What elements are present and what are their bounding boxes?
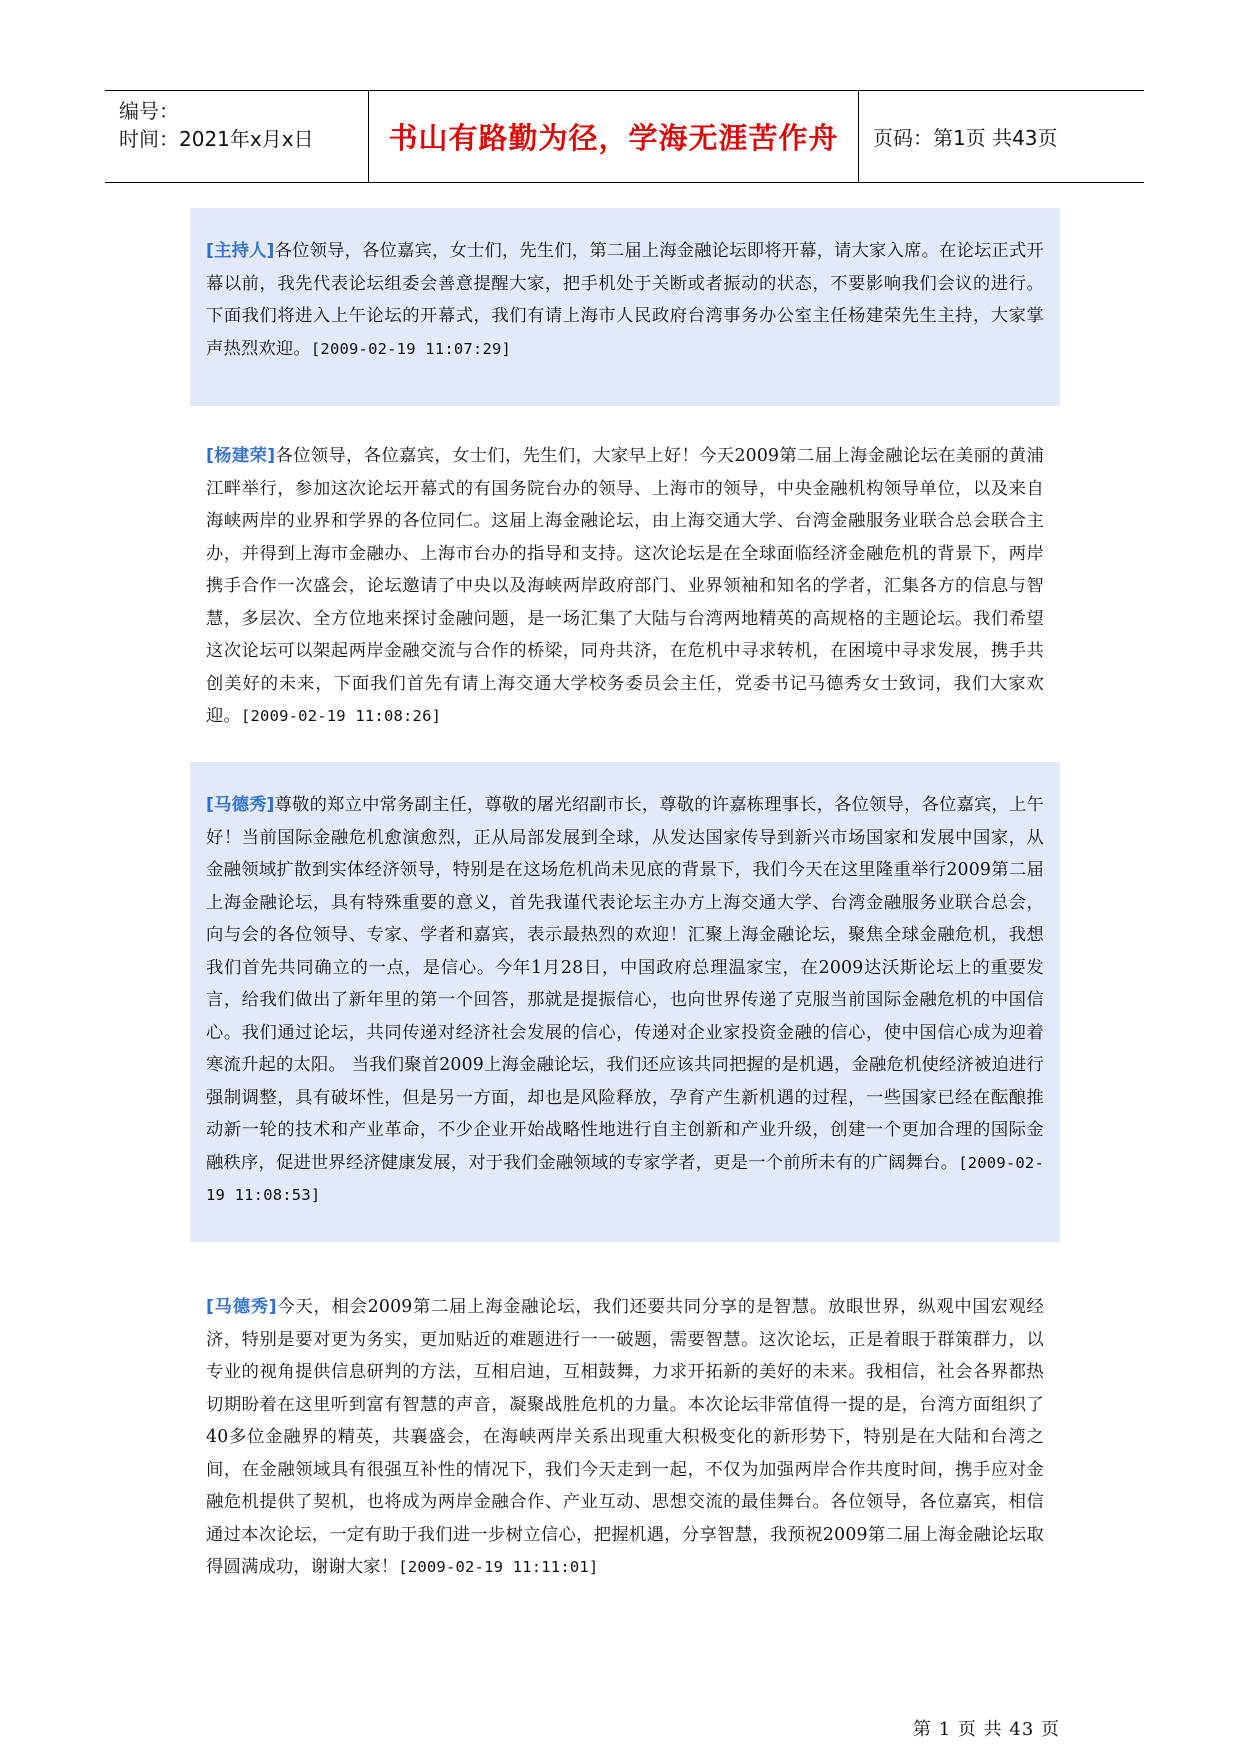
entry-paragraph [206, 789, 1044, 1212]
header-motto: 书山有路勤为径，学海无涯苦作舟 [369, 91, 859, 182]
header-page-label: 页码：第1页 共43页 [873, 126, 1058, 150]
entry-timestamp: [2009-02-19 11:07:29] [310, 339, 512, 358]
entry-text: 各位领导，各位嘉宾，女士们，先生们，大家早上好！今天2009第二届上海金融论坛在美丽的黄浦江畔举行，参加这次论坛开幕式的有国务院台办的领导、上海市的领导，中央金融机构领导单位，以及来自海峡两岸的业界和学界的各位同仁。这届上海金融论坛，由上海交通大学、台湾金融服务业联合总会联合主办，并得到上海市金融办、上海市台办的指导和支持。这次论坛是在全球面临经济金融危机的背景下，两岸携手合作一次盛会，论坛邀请了中央以及海峡两岸政府部门、业界领袖和知名的学者，汇集各方的信息与智慧，多层次、全方位地来探讨金融问题，是一场汇集了大陆与台湾两地精英的高规格的主题论坛。我们希望这次论坛可以架起两岸金融交流与合作的桥梁，同舟共济，在危机中寻求转机，在困境中寻求发展，携手共创美好的未来，下面我们首先有请上海交通大学校务委员会主任，党委书记马德秀女士致词，我们大家欢迎。 [206, 446, 1045, 726]
speaker-name: [马德秀] [206, 795, 275, 815]
transcript-entry [190, 762, 1060, 1242]
transcript-entry [190, 1264, 1060, 1594]
entry-timestamp: [2009-02-19 11:08:53] [206, 1153, 1044, 1204]
entry-timestamp: [2009-02-19 11:11:01] [398, 1558, 599, 1576]
transcript-entry [190, 208, 1060, 406]
transcript-entry [190, 413, 1060, 738]
number-label: 编号： [119, 99, 179, 123]
entry-text: 各位领导，各位嘉宾，女士们，先生们，第二届上海金融论坛即将开幕，请大家入席。在论坛正式开幕以前，我先代表论坛组委会善意提醒大家，把手机处于关断或者振动的状态，不要影响我们会议的进行。下面我们将进入上午论坛的开幕式，我们有请上海市人民政府台湾事务办公室主任杨建荣先生主持，大家掌声热烈欢迎。 [206, 241, 1044, 359]
page-footer: 第 1 页 共 43 页 [913, 1719, 1060, 1740]
speaker-name: [主持人] [206, 241, 275, 261]
page-header [105, 90, 1144, 183]
entry-text: 尊敬的郑立中常务副主任，尊敬的屠光绍副市长，尊敬的许嘉栋理事长，各位领导，各位嘉宾，上午好！当前国际金融危机愈演愈烈，正从局部发展到全球，从发达国家传导到新兴市场国家和发展中国家，从金融领域扩散到实体经济领导，特别是在这场危机尚未见底的背景下，我们今天在这里隆重举行2009第二届上海金融论坛，具有特殊重要的意义，首先我谨代表论坛主办方上海交通大学、台湾金融服务业联合总会，向与会的各位领导、专家、学者和嘉宾，表示最热烈的欢迎！汇聚上海金融论坛，聚焦全球金融危机，我想我们首先共同确立的一点，是信心。今年1月28日，中国政府总理温家宝，在2009达沃斯论坛上的重要发言，给我们做出了新年里的第一个回答，那就是提振信心，也向世界传递了克服当前国际金融危机的中国信心。我们通过论坛，共同传递对经济社会发展的信心，传递对企业家投资金融的信心，使中国信心成为迎着寒流升起的太阳。 当我们聚首2009上海金融论坛，我们还应该共同把握的是机遇，金融危机使经济被迫进行强制调整，具有破坏性，但是另一方面，却也是风险释放，孕育产生新机遇的过程，一些国家已经在酝酿推动新一轮的技术和产业革命，不少企业开始战略性地进行自主创新和产业升级，创建一个更加合理的国际金融秩序，促进世界经济健康发展，对于我们金融领域的专家学者，更是一个前所未有的广阔舞台。 [206, 795, 1044, 1173]
header-meta [105, 91, 369, 182]
entry-paragraph [206, 440, 1044, 733]
speaker-name: [马德秀] [206, 1297, 277, 1317]
speaker-name: [杨建荣] [206, 446, 276, 466]
entry-text: 今天，相会2009第二届上海金融论坛，我们还要共同分享的是智慧。放眼世界，纵观中国宏观经济，特别是要对更为务实，更加贴近的难题进行一一破题，需要智慧。这次论坛，正是着眼于群策群力，以专业的视角提供信息研判的方法，互相启迪，互相鼓舞，力求开拓新的美好的未来。我相信，社会各界都热切期盼着在这里听到富有智慧的声音，凝聚战胜危机的力量。本次论坛非常值得一提的是，台湾方面组织了40多位金融界的精英，共襄盛会，在海峡两岸关系出现重大积极变化的新形势下，特别是在大陆和台湾之间，在金融领域具有很强互补性的情况下，我们今天走到一起，不仅为加强两岸合作共度时间，携手应对金融危机提供了契机，也将成为两岸金融合作、产业互动、思想交流的最佳舞台。各位领导，各位嘉宾，相信通过本次论坛，一定有助于我们进一步树立信心，把握机遇，分享智慧，我预祝2009第二届上海金融论坛取得圆满成功，谢谢大家！ [206, 1297, 1045, 1577]
entry-paragraph [206, 1291, 1044, 1584]
entry-paragraph [206, 235, 1044, 365]
entry-timestamp: [2009-02-19 11:08:26] [240, 707, 442, 725]
time-label: 时间：2021年x月x日 [119, 127, 314, 151]
